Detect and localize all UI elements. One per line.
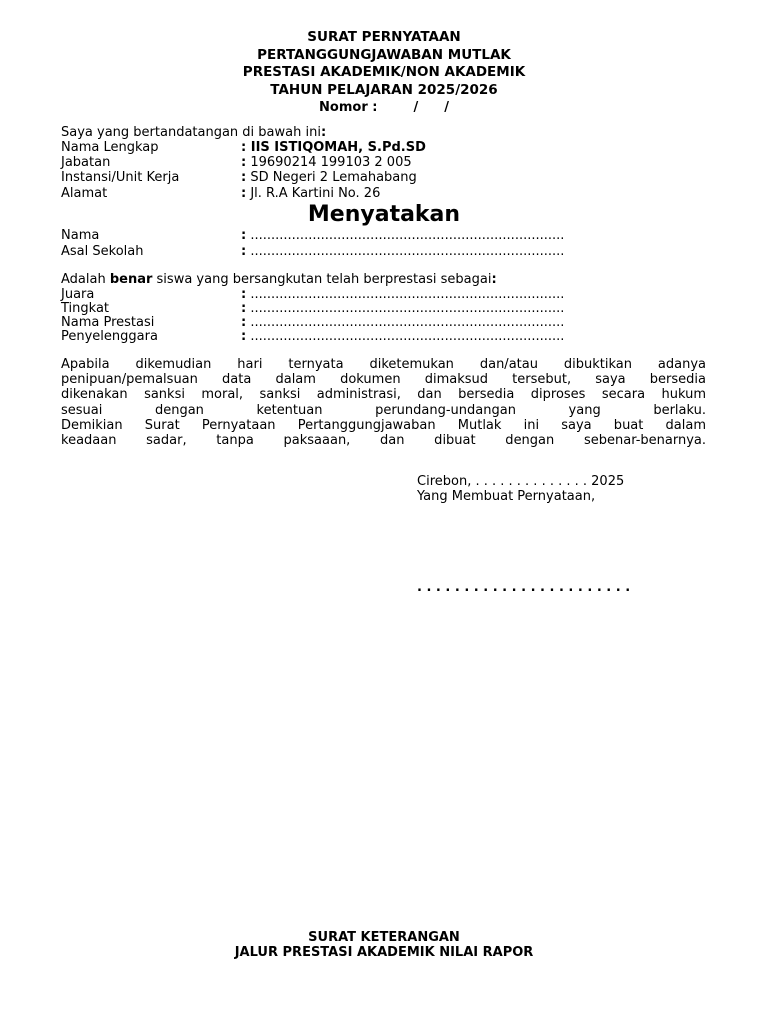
paragraph-line: keadaan sadar, tanpa paksaaan, dan dibuat dengan sebenar-benarnya. [61,433,706,449]
benar-before: Adalah [61,272,110,287]
menyatakan-heading: Menyatakan [307,202,461,227]
student-label: Asal Sekolah [61,244,144,259]
header-title-1: SURAT PERNYATAAN [307,29,461,45]
benar-colon: : [491,272,497,287]
colon: : [241,186,247,201]
signature-name-line: . . . . . . . . . . . . . . . . . . . . . . . [417,580,631,595]
signer-alamat-value: Jl. R.A Kartini No. 26 [250,186,381,201]
nomor-separator-2: / [444,100,449,115]
colon: : [241,315,247,330]
signer-label: Instansi/Unit Kerja [61,170,180,185]
statement-paragraph [61,357,706,448]
achievement-label: Juara [61,287,95,302]
student-sekolah-dots: ............................................................................ [250,244,565,259]
footer-title-1: SURAT KETERANGAN [308,930,460,945]
student-label: Nama [61,228,100,243]
student-value [241,244,564,260]
signature-role: Yang Membuat Pernyataan, [417,489,596,504]
signer-instansi-value: SD Negeri 2 Lemahabang [250,170,417,185]
intro-line [61,125,326,140]
nomor-line [0,99,768,117]
signer-value [241,186,380,202]
signer-value [241,155,412,171]
footer-title-2: JALUR PRESTASI AKADEMIK NILAI RAPOR [234,945,534,960]
achievement-prestasi-dots: ............................................................................ [250,315,565,330]
intro-text: Saya yang bertandatangan di bawah ini [61,125,321,140]
paragraph-line: dikenakan sanksi moral, sanksi administrasi, dan bersedia diproses secara hukum [61,387,706,403]
achievement-value [241,329,564,345]
signer-label: Jabatan [61,155,111,170]
document-header [0,29,768,117]
colon: : [241,228,247,243]
nomor-separator-1: / [413,100,419,115]
achievement-label: Nama Prestasi [61,315,155,330]
signer-jabatan-value: 19690214 199103 2 005 [250,155,412,170]
nomor-label: Nomor : [319,100,378,115]
header-title-2: PERTANGGUNGJAWABAN MUTLAK [257,46,511,63]
signer-name-value: IIS ISTIQOMAH, S.Pd.SD [250,140,426,155]
benar-after: siswa yang bersangkutan telah berprestasi sebagai [152,272,492,287]
paragraph-line: penipuan/pemalsuan data dalam dokumen dimaksud tersebut, saya bersedia [61,372,706,388]
colon: : [241,170,247,185]
achievement-tingkat-dots: ............................................................................ [250,301,565,316]
signer-value [241,170,417,186]
achievement-penyelenggara-dots: ............................................................................ [250,329,565,344]
benar-word: benar [109,272,153,287]
paragraph-line: Apabila dikemudian hari ternyata diketemukan dan/atau dibuktikan adanya [61,357,706,372]
paragraph-line: sesuai dengan ketentuan perundang-undangan yang berlaku. [61,402,706,418]
achievement-label: Penyelenggara [61,329,158,344]
colon: : [241,287,247,302]
signer-value [241,140,426,156]
colon: : [241,155,247,170]
colon: : [241,329,247,344]
benar-sentence [61,272,497,288]
achievement-label: Tingkat [61,301,110,316]
student-nama-dots: ............................................................................ [250,228,565,243]
signature-place-date: Cirebon, . . . . . . . . . . . . . . 2025 [417,474,625,489]
signer-label: Alamat [61,186,108,201]
colon: : [241,140,247,155]
paragraph-line: Demikian Surat Pernyataan Pertanggungjawaban Mutlak ini saya buat dalam [61,417,706,433]
signer-label: Nama Lengkap [61,140,159,155]
header-title-4: TAHUN PELAJARAN 2025/2026 [270,81,498,98]
achievement-juara-dots: ............................................................................ [250,287,565,302]
student-value [241,228,564,244]
colon: : [241,244,247,259]
intro-colon: : [320,125,327,140]
colon: : [241,301,247,316]
header-title-3: PRESTASI AKADEMIK/NON AKADEMIK [242,64,526,80]
